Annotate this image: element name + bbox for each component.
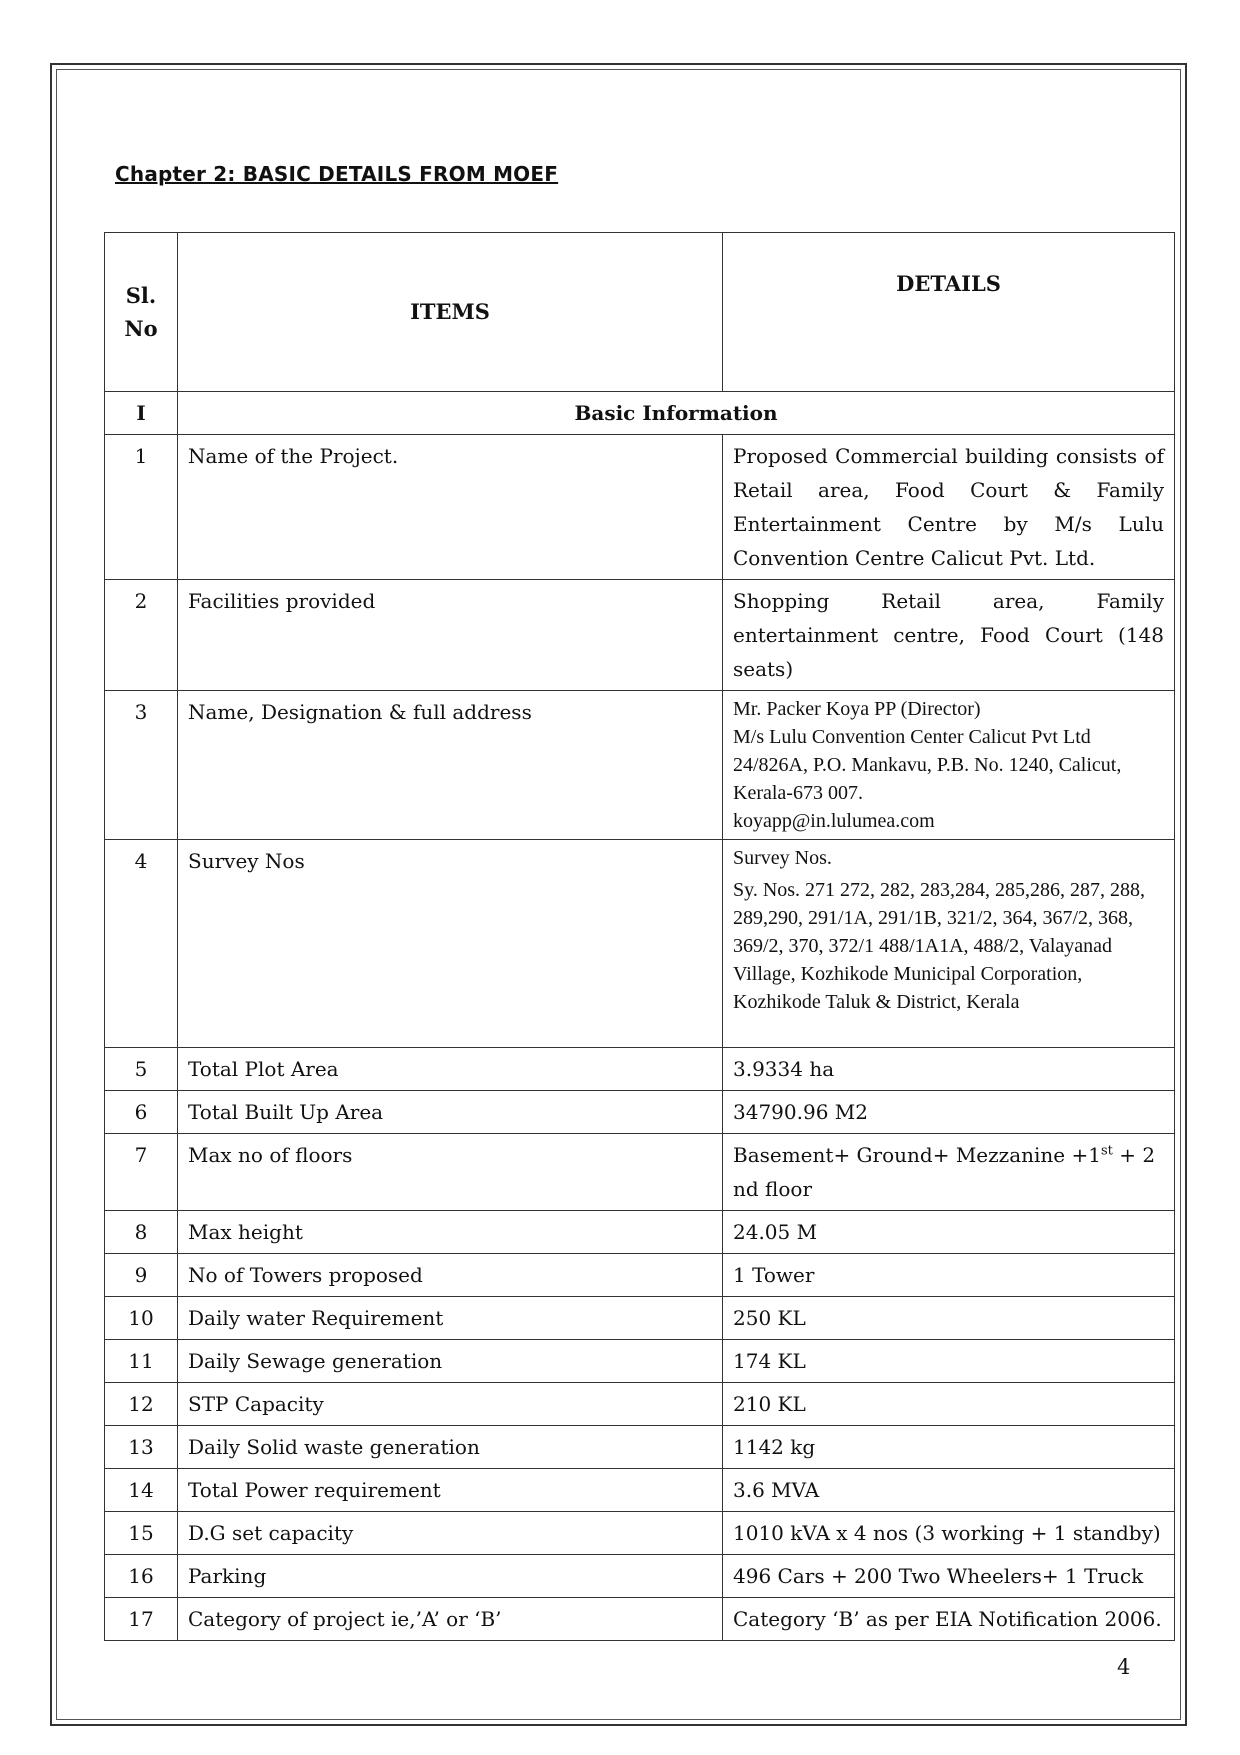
row-details xyxy=(723,840,1175,1048)
row-sl: 12 xyxy=(105,1383,178,1426)
row-details: 1010 kVA x 4 nos (3 working + 1 standby) xyxy=(723,1512,1175,1555)
row-details: 1142 kg xyxy=(723,1426,1175,1469)
row-details: Proposed Commercial building consists of Retail area, Food Court & Family Entertainment Centre by M/s Lulu Convention Centre Calicut Pvt. Ltd. xyxy=(723,435,1175,580)
row-item: No of Towers proposed xyxy=(178,1254,723,1297)
row-item: Daily water Requirement xyxy=(178,1297,723,1340)
row-details: 210 KL xyxy=(723,1383,1175,1426)
row-sl: 7 xyxy=(105,1134,178,1211)
table-row xyxy=(105,1383,1175,1426)
row-details: 34790.96 M2 xyxy=(723,1091,1175,1134)
table-header-row xyxy=(105,233,1175,392)
row-sl: 11 xyxy=(105,1340,178,1383)
row-details: 174 KL xyxy=(723,1340,1175,1383)
row-item: Survey Nos xyxy=(178,840,723,1048)
section-title: Basic Information xyxy=(178,392,1175,435)
row-sl: 13 xyxy=(105,1426,178,1469)
table-row xyxy=(105,580,1175,691)
table-row xyxy=(105,691,1175,840)
table-row xyxy=(105,1469,1175,1512)
table-row xyxy=(105,1340,1175,1383)
row-item: Daily Sewage generation xyxy=(178,1340,723,1383)
row-details: 496 Cars + 200 Two Wheelers+ 1 Truck xyxy=(723,1555,1175,1598)
row-sl: 14 xyxy=(105,1469,178,1512)
row-sl: 16 xyxy=(105,1555,178,1598)
row-item: Total Built Up Area xyxy=(178,1091,723,1134)
survey-numbers: Sy. Nos. 271 272, 282, 283,284, 285,286, 287, 288, 289,290, 291/1A, 291/1B, 321/2, 364, 367/2, 368, 369/2, 370, 372/1 488/1A1A, 488/2, Valayanad Village, Kozhikode Municipal Corporation, Kozhikode Taluk & District, Kerala xyxy=(733,879,1146,1013)
row-sl: 15 xyxy=(105,1512,178,1555)
table-row xyxy=(105,1598,1175,1641)
table-row xyxy=(105,1048,1175,1091)
row-details xyxy=(723,691,1175,840)
row-item: Daily Solid waste generation xyxy=(178,1426,723,1469)
row-sl: 10 xyxy=(105,1297,178,1340)
row-item: Total Power requirement xyxy=(178,1469,723,1512)
row-details: 250 KL xyxy=(723,1297,1175,1340)
basic-details-table xyxy=(104,232,1175,1641)
row-sl: 4 xyxy=(105,840,178,1048)
survey-heading: Survey Nos. xyxy=(733,847,832,869)
header-items: ITEMS xyxy=(178,233,723,392)
row-sl: 9 xyxy=(105,1254,178,1297)
table-row xyxy=(105,1512,1175,1555)
table-row xyxy=(105,1555,1175,1598)
table-row xyxy=(105,1426,1175,1469)
row-item: STP Capacity xyxy=(178,1383,723,1426)
row-item: Max height xyxy=(178,1211,723,1254)
row-sl: 8 xyxy=(105,1211,178,1254)
row-details: 24.05 M xyxy=(723,1211,1175,1254)
page-number: 4 xyxy=(1117,1655,1131,1679)
row-item: Name of the Project. xyxy=(178,435,723,580)
row-details: 1 Tower xyxy=(723,1254,1175,1297)
table-row xyxy=(105,435,1175,580)
section-row xyxy=(105,392,1175,435)
table-row xyxy=(105,1134,1175,1211)
row-sl: 3 xyxy=(105,691,178,840)
row-details: Shopping Retail area, Family entertainment centre, Food Court (148 seats) xyxy=(723,580,1175,691)
row-item: Category of project ie,’A’ or ‘B’ xyxy=(178,1598,723,1641)
contact-address: M/s Lulu Convention Center Calicut Pvt Ltd 24/826A, P.O. Mankavu, P.B. No. 1240, Calicut, Kerala-673 007. xyxy=(733,726,1122,804)
row-item: Name, Designation & full address xyxy=(178,691,723,840)
table-row xyxy=(105,1297,1175,1340)
table-row xyxy=(105,1211,1175,1254)
row-sl: 5 xyxy=(105,1048,178,1091)
row-item: Facilities provided xyxy=(178,580,723,691)
table-row xyxy=(105,1254,1175,1297)
row-details: Basement+ Ground+ Mezzanine +1st + 2 nd floor xyxy=(723,1134,1175,1211)
header-details: DETAILS xyxy=(723,233,1175,392)
row-item: Max no of floors xyxy=(178,1134,723,1211)
row-sl: 1 xyxy=(105,435,178,580)
row-sl: 17 xyxy=(105,1598,178,1641)
row-item: D.G set capacity xyxy=(178,1512,723,1555)
row-details: 3.6 MVA xyxy=(723,1469,1175,1512)
table-row xyxy=(105,1091,1175,1134)
row-item: Total Plot Area xyxy=(178,1048,723,1091)
contact-email: koyapp@in.lulumea.com xyxy=(733,810,935,832)
table-row xyxy=(105,840,1175,1048)
header-sl-no: Sl. No xyxy=(105,233,178,392)
contact-name: Mr. Packer Koya PP (Director) xyxy=(733,698,981,720)
chapter-title: Chapter 2: BASIC DETAILS FROM MOEF xyxy=(115,162,559,186)
row-details: Category ‘B’ as per EIA Notification 2006. xyxy=(723,1598,1175,1641)
row-sl: 6 xyxy=(105,1091,178,1134)
row-details: 3.9334 ha xyxy=(723,1048,1175,1091)
section-number: I xyxy=(105,392,178,435)
row-item: Parking xyxy=(178,1555,723,1598)
row-sl: 2 xyxy=(105,580,178,691)
